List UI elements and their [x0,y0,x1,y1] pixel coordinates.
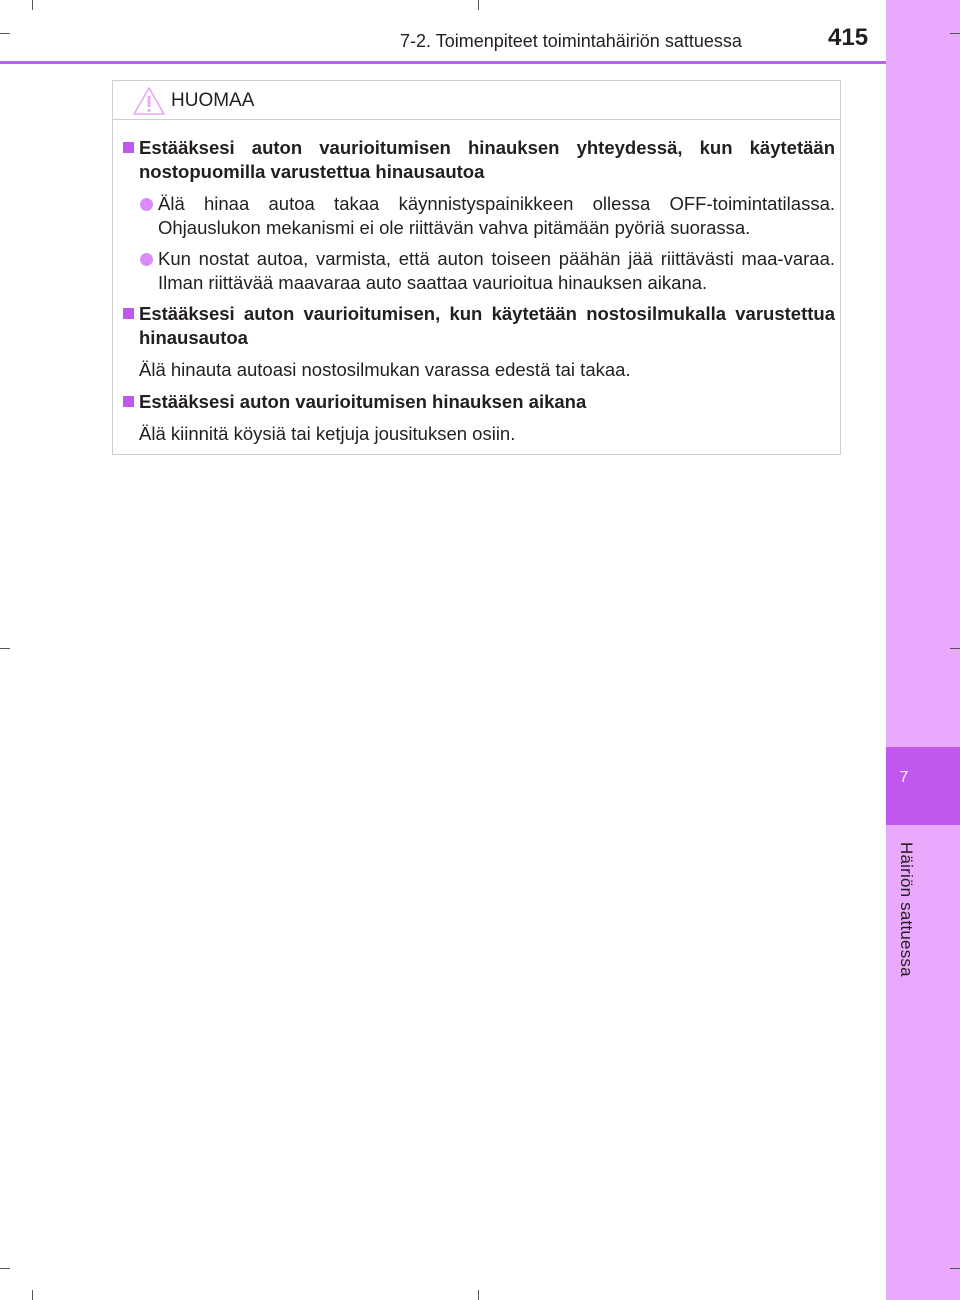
list-item [123,247,835,295]
side-strip [886,0,960,1300]
crop-mark [32,0,33,10]
section-heading [123,302,835,350]
header-section-title: 7-2. Toimenpiteet toimintahäiriön sattuessa [400,31,742,51]
section-text: Älä hinauta autoasi nostosilmukan varassa edestä tai takaa. [139,359,631,380]
chapter-tab[interactable] [886,747,960,825]
crop-mark [0,648,10,649]
round-bullet-icon [140,253,153,266]
notice-header [113,81,840,120]
square-bullet-icon [123,396,134,407]
chapter-number: 7 [899,769,909,786]
round-bullet-icon [140,198,153,211]
warning-triangle-icon [132,86,166,116]
list-item [123,192,835,240]
section-heading-text: Estääksesi auton vaurioitumisen hinauksen aikana [139,391,587,412]
crop-mark [950,33,960,34]
crop-mark [950,648,960,649]
page-number: 415 [828,24,869,51]
crop-mark [0,33,10,34]
crop-mark [478,1290,479,1300]
section-heading-text: Estääksesi auton vaurioitumisen hinauksen yhteydessä, kun käytetään nostopuomilla varustettua hinausautoa [139,137,835,182]
header-rule [0,61,886,64]
section-text: Älä kiinnitä köysiä tai ketjuja jousituksen osiin. [139,423,516,444]
notice-title: HUOMAA [171,90,255,111]
crop-mark [0,1268,10,1269]
crop-mark [32,1290,33,1300]
section-heading-text: Estääksesi auton vaurioitumisen, kun käytetään nostosilmukalla varustettua hinausautoa [139,303,835,348]
list-item-text: Älä hinaa autoa takaa käynnistyspainikkeen ollessa OFF-toimintatilassa. Ohjauslukon mekanismi ei ole riittävän vahva pitämään pyöriä suorassa. [158,193,835,238]
notice-body [123,136,835,454]
list-item-text: Kun nostat autoa, varmista, että auton toiseen päähän jää riittävästi maa-varaa. Ilman riittävää maavaraa auto saattaa vaurioitua hinauksen aikana. [158,248,835,293]
crop-mark [950,1268,960,1269]
square-bullet-icon [123,308,134,319]
chapter-title: Häiriön sattuessa [897,842,916,977]
crop-mark [478,0,479,10]
section-heading [123,390,835,414]
section-heading [123,136,835,184]
notice-box [112,80,841,455]
square-bullet-icon [123,142,134,153]
